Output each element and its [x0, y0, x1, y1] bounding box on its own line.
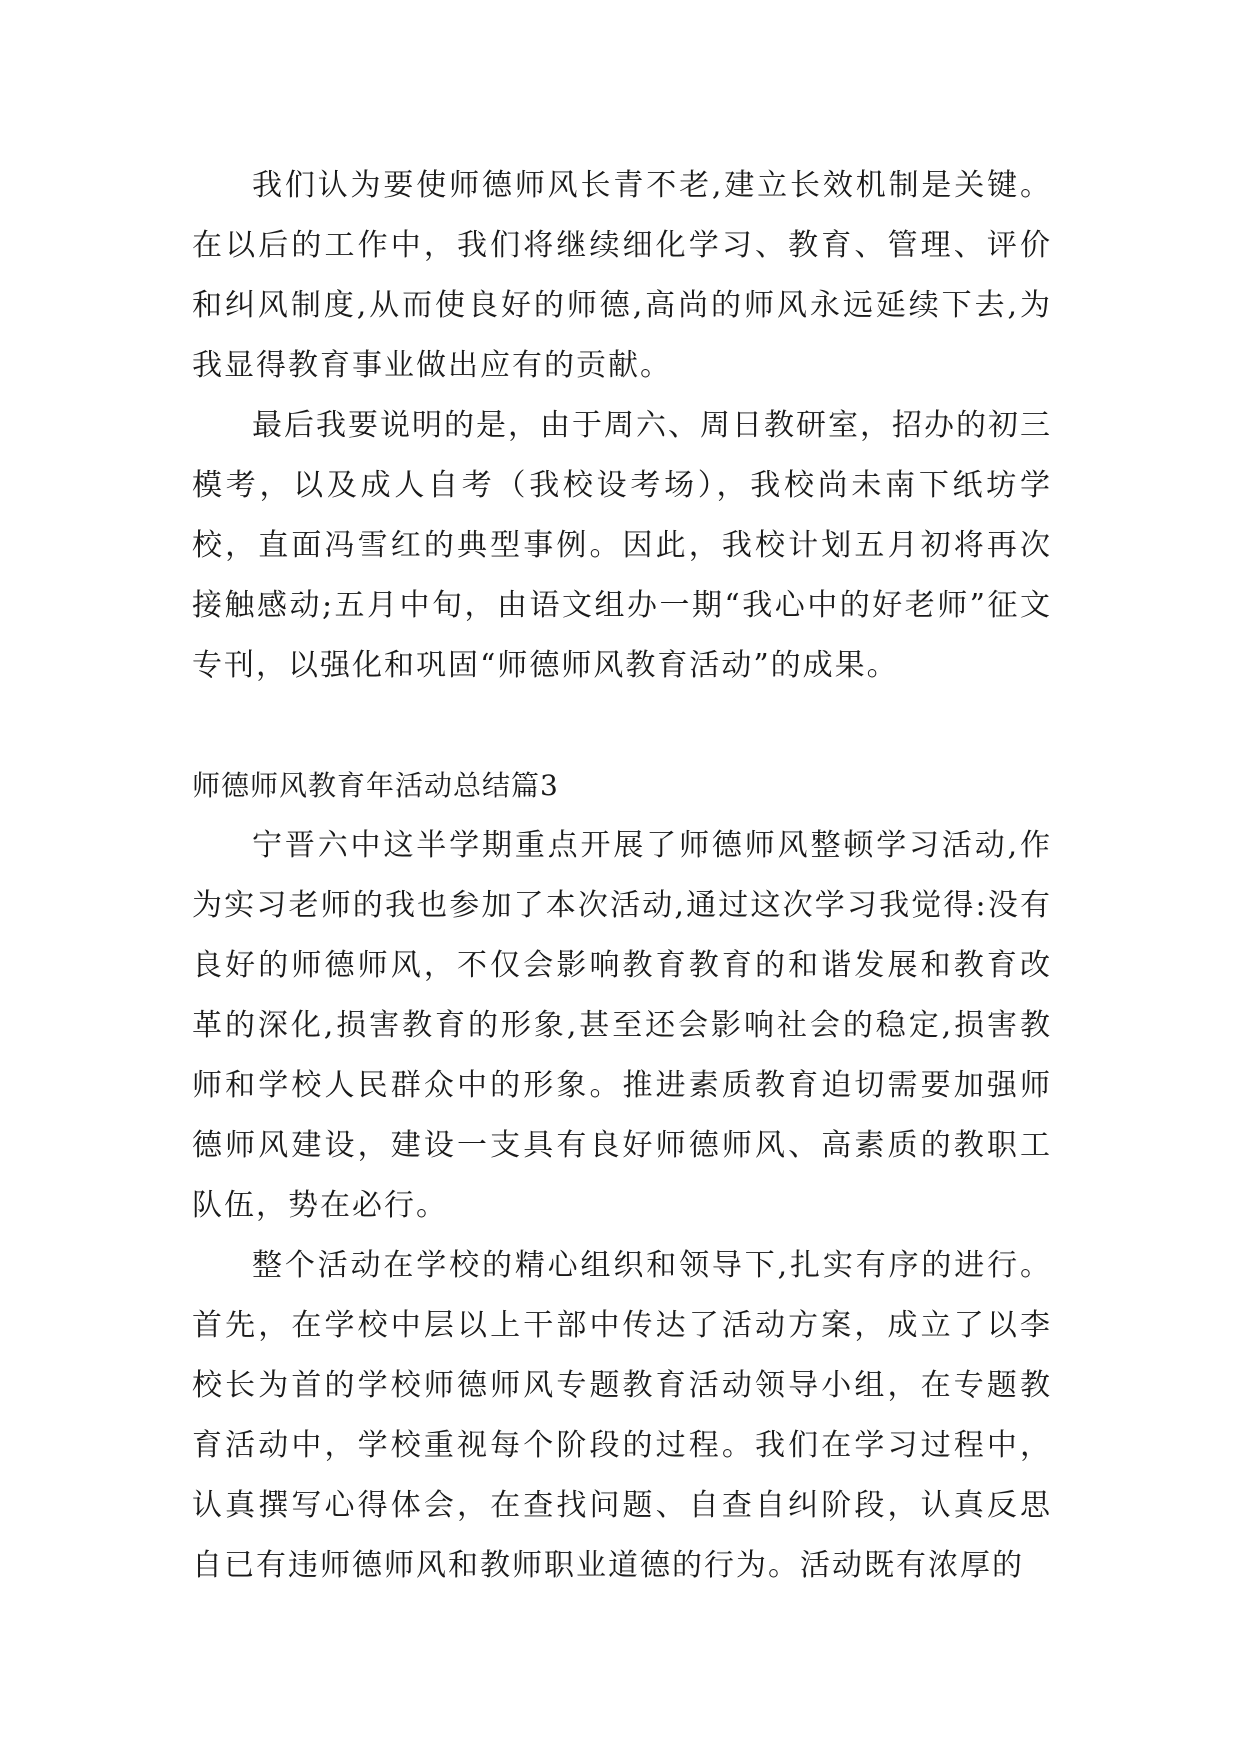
paragraph-mechanism: 我们认为要使师德师风长青不老,建立长效机制是关键。在以后的工作中，我们将继续细化学习、教育、管理、评价和纠风制度,从而使良好的师德,高尚的师风永远延续下去,为我显得教育事业做出应有的贡献。 — [192, 168, 1052, 383]
document-body — [192, 156, 1052, 1596]
paragraph-activity: 整个活动在学校的精心组织和领导下,扎实有序的进行。首先，在学校中层以上干部中传达了活动方案，成立了以李校长为首的学校师德师风专题教育活动领导小组，在专题教育活动中，学校重视每个阶段的过程。我们在学习过程中，认真撰写心得体会，在查找问题、自查自纠阶段，认真反思自已有违师德师风和教师职业道德的行为。活动既有浓厚的 — [192, 1248, 1052, 1583]
paragraph-final-note: 最后我要说明的是，由于周六、周日教研室，招办的初三模考，以及成人自考（我校设考场），我校尚未南下纸坊学校，直面冯雪红的典型事例。因此，我校计划五月初将再次接触感动;五月中旬，由语文组办一期“我心中的好老师”征文专刊，以强化和巩固“师德师风教育活动”的成果。 — [192, 408, 1052, 683]
paragraph-intro: 宁晋六中这半学期重点开展了师德师风整顿学习活动,作为实习老师的我也参加了本次活动,通过这次学习我觉得:没有良好的师德师风，不仅会影响教育教育的和谐发展和教育改革的深化,损害教育的形象,甚至还会影响社会的稳定,损害教师和学校人民群众中的形象。推进素质教育迫切需要加强师德师风建设，建设一支具有良好师德师风、高素质的教职工队伍，势在必行。 — [192, 828, 1052, 1223]
section-title: 师德师风教育年活动总结篇3 — [192, 769, 559, 802]
